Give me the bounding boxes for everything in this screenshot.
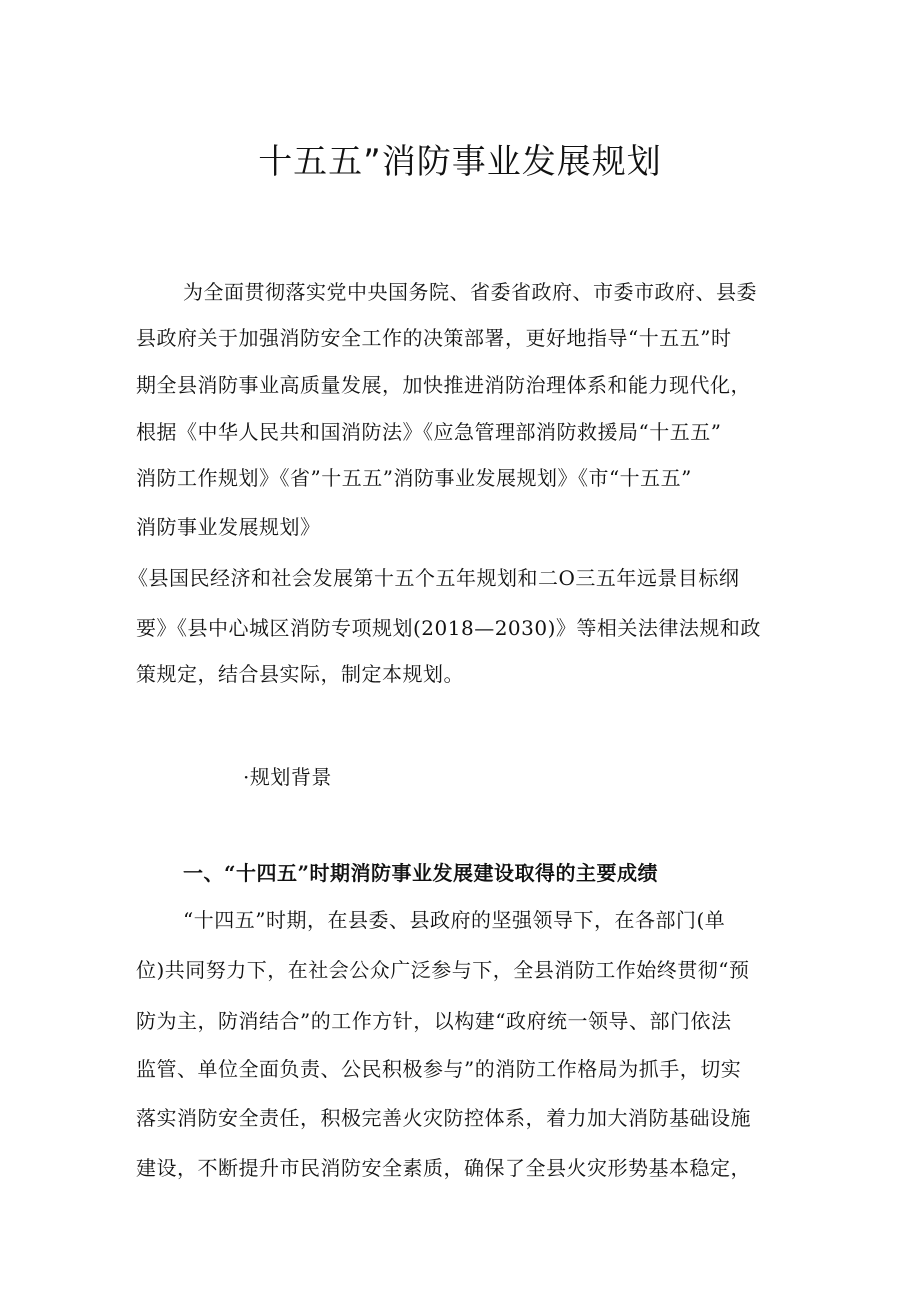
body-line: 落实消防安全责任，积极完善火灾防控体系，着力加大消防基础设施 — [136, 1106, 751, 1130]
body-line: 防为主，防消结合”的工作方针，以构建“政府统一领导、部门依法 — [136, 1009, 732, 1033]
body-line: “十四五”时期，在县委、县政府的坚强领导下，在各部门(单 — [183, 908, 726, 932]
body-line: 位)共同努力下，在社会公众广泛参与下，全县消防工作始终贯彻“预 — [136, 958, 750, 982]
body-line: 监管、单位全面负责、公民积极参与”的消防工作格局为抓手，切实 — [136, 1057, 742, 1081]
section-heading: 一、“十四五”时期消防事业发展建设取得的主要成绩 — [183, 861, 659, 885]
intro-line: 根据《中华人民共和国消防法》《应急管理部消防救援局“十五五” — [136, 420, 722, 444]
intro-line: 《县国民经济和社会发展第十五个五年规划和二O三五年远景目标纲 — [128, 566, 740, 590]
intro-line: 要》《县中心城区消防专项规划(2018—2030)》等相关法律法规和政 — [136, 616, 761, 640]
intro-line: 消防事业发展规划》 — [136, 515, 321, 539]
intro-line: 策规定，结合县实际，制定本规划。 — [136, 662, 464, 686]
intro-line: 为全面贯彻落实党中央国务院、省委省政府、市委市政府、县委 — [183, 280, 757, 304]
intro-line: 消防工作规划》《省”十五五”消防事业发展规划》《市“十五五” — [136, 466, 692, 490]
section-label: ·规划背景 — [243, 765, 332, 789]
intro-line: 县政府关于加强消防安全工作的决策部署，更好地指导“十五五”时 — [136, 326, 732, 350]
body-line: 建设，不断提升市民消防安全素质，确保了全县火灾形势基本稳定， — [136, 1156, 751, 1180]
document-title: 十五五”消防事业发展规划 — [258, 142, 662, 182]
intro-line: 期全县消防事业高质量发展，加快推进消防治理体系和能力现代化， — [136, 373, 751, 397]
